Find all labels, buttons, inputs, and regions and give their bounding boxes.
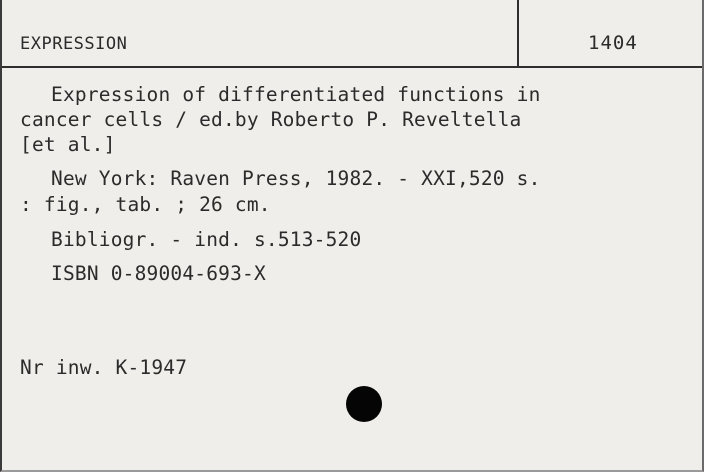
title-line-1: Expression of differentiated functions in [51,83,541,106]
subject-heading: EXPRESSION [20,34,128,54]
card-header [2,0,702,68]
isbn: ISBN 0-89004-693-X [51,262,266,285]
title-line-3: [et al.] [20,133,116,156]
card-punch-hole [346,386,382,422]
header-divider [517,0,519,66]
call-number: 1404 [588,32,638,54]
inventory-number: Nr inw. K-1947 [20,356,188,379]
bibliography-note: Bibliogr. - ind. s.513-520 [51,228,362,251]
imprint-line-1: New York: Raven Press, 1982. - XXI,520 s. [51,167,541,190]
imprint-line-2: : fig., tab. ; 26 cm. [20,193,271,216]
title-line-2: cancer cells / ed.by Roberto P. Reveltella [20,108,522,131]
